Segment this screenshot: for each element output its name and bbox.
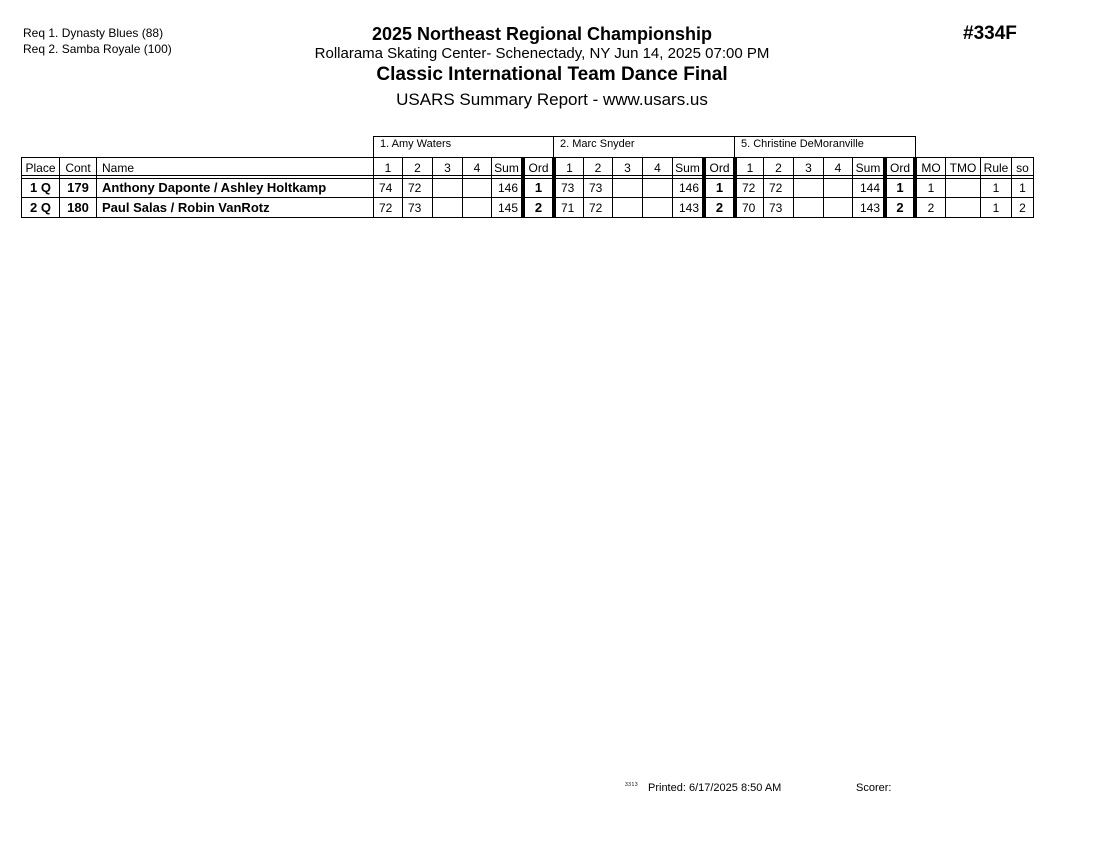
j2-ordinal: 2 — [715, 200, 724, 215]
contestant-number: 179 — [67, 180, 89, 195]
j3-col-4: 4 — [834, 161, 842, 175]
j1-sum: 146 — [497, 181, 518, 195]
col-header-so: so — [1016, 161, 1029, 175]
place: 2 Q — [30, 200, 51, 215]
j3-ordinal: 1 — [896, 180, 904, 195]
j1-score-1: 72 — [379, 201, 393, 215]
j1-col-3: 3 — [444, 161, 451, 175]
judge-header-3: 5. Christine DeMoranville — [734, 136, 916, 157]
championship-title: 2025 Northeast Regional Championship — [371, 24, 713, 44]
col-header-place: Place — [25, 161, 56, 175]
j1-ordinal: 2 — [534, 200, 543, 215]
venue-date: Rollarama Skating Center- Schenectady, NY Jun 14, 2025 07:00 PM — [314, 45, 770, 62]
rule: 1 — [992, 181, 1000, 195]
j2-sum: 143 — [678, 201, 699, 215]
j1-col-1: 1 — [384, 161, 392, 175]
event-title: Classic International Team Dance Final — [376, 64, 728, 85]
contestant-number: 180 — [67, 200, 89, 215]
skate-order: 1 — [1019, 181, 1026, 195]
j2-col-sum: Sum — [675, 161, 700, 175]
j3-col-2: 2 — [775, 161, 782, 175]
j1-col-sum: Sum — [494, 161, 519, 175]
j2-score-2: 73 — [589, 181, 603, 195]
scorer-label: Scorer: — [856, 782, 892, 794]
j2-ordinal: 1 — [715, 180, 724, 195]
j3-sum: 144 — [859, 181, 880, 195]
j2-col-ord: Ord — [709, 161, 730, 175]
j1-col-4: 4 — [473, 161, 481, 175]
event-number: #334F — [963, 23, 1017, 44]
j1-score-1: 74 — [379, 181, 393, 195]
col-header-rule: Rule — [983, 161, 1009, 175]
printed-timestamp: Printed: 6/17/2025 8:50 AM — [648, 782, 782, 794]
skater-names: Anthony Daponte / Ashley Holtkamp — [102, 180, 327, 195]
j1-ordinal: 1 — [534, 180, 543, 195]
j2-score-1: 73 — [561, 181, 575, 195]
judge-header-1: 1. Amy Waters — [373, 136, 554, 157]
j3-col-sum: Sum — [855, 161, 881, 175]
j3-ordinal: 2 — [896, 200, 904, 215]
col-header-name: Name — [102, 161, 135, 175]
j2-col-1: 1 — [566, 161, 573, 175]
j3-score-2: 73 — [769, 201, 783, 215]
j3-col-1: 1 — [746, 161, 754, 175]
j3-col-ord: Ord — [889, 161, 910, 175]
requirement-1: Req 1. Dynasty Blues (88) — [23, 26, 164, 40]
col-header-tmo: TMO — [949, 161, 977, 175]
requirement-2: Req 2. Samba Royale (100) — [23, 42, 172, 56]
j2-score-1: 71 — [561, 201, 575, 215]
col-header-cont: Cont — [65, 161, 91, 175]
j3-col-3: 3 — [805, 161, 812, 175]
j3-score-2: 72 — [769, 181, 783, 195]
j1-col-ord: Ord — [528, 161, 549, 175]
version-stamp: 3313 — [625, 782, 639, 788]
j2-col-2: 2 — [594, 161, 602, 175]
j3-score-1: 70 — [742, 201, 756, 215]
j2-sum: 146 — [678, 181, 699, 195]
j3-sum: 143 — [859, 201, 880, 215]
judge-header-2: 2. Marc Snyder — [553, 136, 735, 157]
j1-score-2: 73 — [408, 201, 422, 215]
place: 1 Q — [30, 180, 51, 195]
report-title: USARS Summary Report - www.usars.us — [396, 90, 708, 109]
majority-ordinal: 1 — [927, 181, 935, 195]
j2-col-4: 4 — [654, 161, 661, 175]
j1-score-2: 72 — [408, 181, 422, 195]
j2-score-2: 72 — [589, 201, 603, 215]
j1-col-2: 2 — [414, 161, 421, 175]
skate-order: 2 — [1019, 201, 1026, 215]
j1-sum: 145 — [497, 201, 518, 215]
j3-score-1: 72 — [742, 181, 756, 195]
skater-names: Paul Salas / Robin VanRotz — [102, 200, 270, 215]
col-header-mo: MO — [921, 161, 941, 175]
rule: 1 — [992, 201, 1000, 215]
majority-ordinal: 2 — [927, 201, 935, 215]
j2-col-3: 3 — [624, 161, 631, 175]
